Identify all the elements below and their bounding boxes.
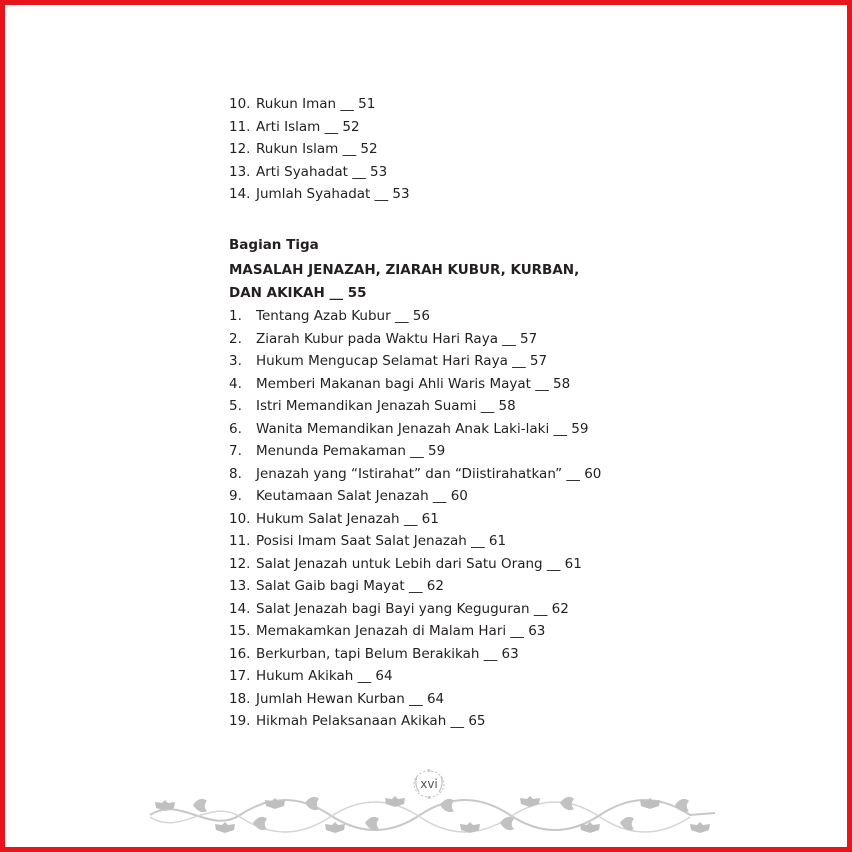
toc-entry-number: 2. — [229, 330, 242, 347]
toc-entry — [229, 575, 601, 598]
toc-list-continued — [229, 93, 410, 206]
toc-entry — [229, 373, 601, 396]
toc-entry — [229, 161, 410, 184]
toc-entry — [229, 463, 601, 486]
toc-entry — [229, 440, 601, 463]
toc-entry-number: 15. — [229, 623, 251, 639]
toc-entry-number: 13. — [229, 163, 251, 180]
toc-entry — [229, 395, 601, 418]
toc-entry-title: Rukun Islam __ 52 — [256, 141, 378, 157]
toc-entry-number: 5. — [229, 398, 242, 414]
toc-entry-title: Hukum Akikah __ 64 — [256, 668, 393, 684]
toc-entry-title: Ziarah Kubur pada Waktu Hari Raya __ 57 — [256, 330, 538, 347]
toc-entry-number: 12. — [229, 555, 251, 572]
toc-entry-number: 12. — [229, 141, 251, 157]
toc-entry-title: Menunda Pemakaman __ 59 — [256, 443, 446, 459]
toc-entry-title: Jenazah yang “Istirahat” dan “Diistirahatkan” __ 60 — [256, 465, 602, 482]
toc-entry — [229, 328, 601, 351]
toc-list-bagian-tiga — [229, 305, 601, 733]
toc-entry — [229, 508, 601, 531]
toc-entry — [229, 305, 601, 328]
toc-entry — [229, 620, 601, 643]
toc-entry-title: Hukum Salat Jenazah __ 61 — [256, 510, 439, 527]
toc-entry — [229, 553, 601, 576]
toc-entry-number: 11. — [229, 533, 251, 549]
toc-entry-number: 10. — [229, 96, 251, 112]
page-number: xvi — [420, 777, 438, 791]
toc-entry-title: Wanita Memandikan Jenazah Anak Laki-laki __ 59 — [256, 420, 589, 437]
toc-entry-number: 8. — [229, 465, 242, 482]
toc-entry-number: 3. — [229, 353, 242, 369]
toc-entry-title: Jumlah Hewan Kurban __ 64 — [256, 690, 445, 707]
toc-entry-title: Rukun Iman __ 51 — [256, 96, 376, 112]
toc-entry-number: 16. — [229, 645, 251, 662]
toc-entry-number: 11. — [229, 118, 251, 135]
toc-entry — [229, 598, 601, 621]
toc-entry-number: 10. — [229, 510, 251, 527]
toc-entry-number: 18. — [229, 690, 251, 707]
toc-entry-title: Memberi Makanan bagi Ahli Waris Mayat __ 58 — [256, 375, 571, 392]
toc-entry-title: Istri Memandikan Jenazah Suami __ 58 — [256, 398, 516, 414]
toc-entry — [229, 643, 601, 666]
toc-entry — [229, 93, 410, 116]
toc-entry-title: Arti Islam __ 52 — [256, 118, 360, 135]
toc-entry-number: 17. — [229, 668, 251, 684]
toc-entry — [229, 183, 410, 206]
section-title — [229, 259, 589, 305]
floral-vine-icon — [145, 785, 720, 845]
toc-entry-number: 9. — [229, 488, 242, 504]
toc-entry-number: 4. — [229, 375, 242, 392]
toc-entry-title: Salat Jenazah untuk Lebih dari Satu Orang __ 61 — [256, 555, 582, 572]
toc-entry-number: 1. — [229, 308, 242, 324]
toc-entry-title: Arti Syahadat __ 53 — [256, 163, 388, 180]
toc-entry — [229, 665, 601, 688]
toc-entry-title: Hikmah Pelaksanaan Akikah __ 65 — [256, 713, 486, 729]
toc-entry-number: 6. — [229, 420, 242, 437]
toc-entry-title: Posisi Imam Saat Salat Jenazah __ 61 — [256, 533, 507, 549]
toc-entry-title: Keutamaan Salat Jenazah __ 60 — [256, 488, 468, 504]
toc-entry-number: 14. — [229, 600, 251, 617]
toc-entry — [229, 530, 601, 553]
toc-entry-title: Tentang Azab Kubur __ 56 — [256, 308, 430, 324]
toc-entry-number: 14. — [229, 186, 251, 202]
toc-entry — [229, 138, 410, 161]
toc-entry-title: Salat Jenazah bagi Bayi yang Keguguran __ 62 — [256, 600, 569, 617]
toc-entry — [229, 418, 601, 441]
toc-entry-number: 7. — [229, 443, 242, 459]
toc-entry-title: Memakamkan Jenazah di Malam Hari __ 63 — [256, 623, 546, 639]
toc-entry-title: Salat Gaib bagi Mayat __ 62 — [256, 578, 444, 594]
toc-entry-number: 13. — [229, 578, 251, 594]
toc-entry — [229, 485, 601, 508]
toc-entry — [229, 350, 601, 373]
section-title-line: MASALAH JENAZAH, ZIARAH KUBUR, KURBAN, — [229, 262, 580, 278]
toc-entry — [229, 710, 601, 733]
toc-entry — [229, 688, 601, 711]
toc-entry-title: Jumlah Syahadat __ 53 — [256, 186, 410, 202]
toc-entry-title: Hukum Mengucap Selamat Hari Raya __ 57 — [256, 353, 548, 369]
toc-entry-number: 19. — [229, 713, 251, 729]
toc-entry — [229, 116, 410, 139]
section-title-line: DAN AKIKAH __ 55 — [229, 285, 367, 301]
toc-entry-title: Berkurban, tapi Belum Berakikah __ 63 — [256, 645, 519, 662]
section-label: Bagian Tiga — [229, 237, 319, 253]
